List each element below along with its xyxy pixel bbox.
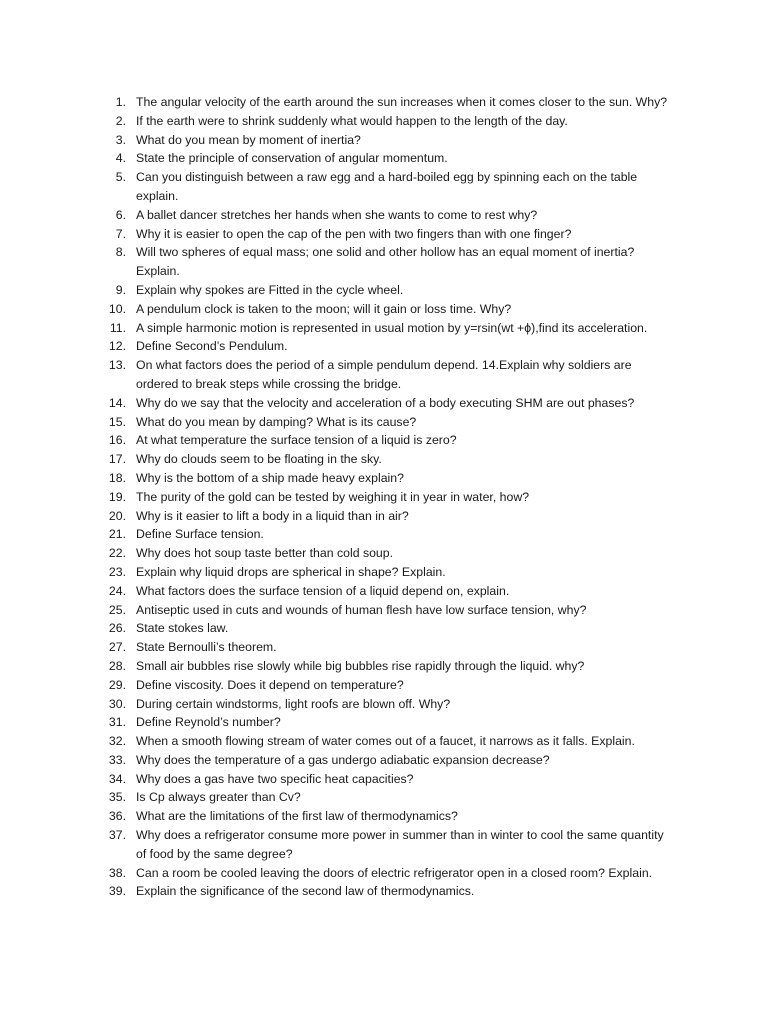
question-text: Define Surface tension. <box>136 527 264 542</box>
question-item <box>0 319 676 338</box>
question-number: 19. <box>108 489 126 504</box>
question-number: 13. <box>108 358 126 373</box>
question-number: 37. <box>108 828 126 843</box>
question-item <box>0 168 676 206</box>
question-item <box>0 469 676 488</box>
question-item <box>0 206 676 225</box>
question-number: 16. <box>108 433 126 448</box>
question-number: 1. <box>115 95 126 109</box>
question-item <box>0 149 676 168</box>
question-text: If the earth were to shrink suddenly what would happen to the length of the day. <box>136 113 568 128</box>
question-text: Define viscosity. Does it depend on temperature? <box>136 677 404 692</box>
question-text: Explain why liquid drops are spherical in shape? Explain. <box>136 564 446 579</box>
question-number: 10. <box>108 301 126 316</box>
question-item <box>0 601 676 620</box>
question-text: Define Reynold’s number? <box>136 715 281 730</box>
question-text: Why does hot soup taste better than cold soup. <box>136 546 394 561</box>
question-number: 17. <box>108 452 126 467</box>
question-text: Explain the significance of the second law of thermodynamics. <box>136 884 475 899</box>
question-text: Antiseptic used in cuts and wounds of human flesh have low surface tension, why? <box>136 602 587 617</box>
question-text: Why does a gas have two specific heat capacities? <box>136 771 414 786</box>
question-item <box>0 488 676 507</box>
question-number: 3. <box>115 132 126 147</box>
question-number: 35. <box>108 790 126 805</box>
question-text: Why is the bottom of a ship made heavy explain? <box>136 470 404 485</box>
question-item <box>0 619 676 638</box>
question-item <box>0 544 676 563</box>
question-item <box>0 676 676 695</box>
question-item <box>0 525 676 544</box>
question-text: Define Second’s Pendulum. <box>136 339 288 354</box>
question-item <box>0 243 676 281</box>
question-number: 38. <box>108 865 126 880</box>
question-number: 25. <box>108 602 126 617</box>
question-number: 5. <box>115 170 126 185</box>
question-text: Small air bubbles rise slowly while big bubbles rise rapidly through the liquid. why? <box>136 658 585 673</box>
question-number: 12. <box>108 339 126 354</box>
question-text: A pendulum clock is taken to the moon; will it gain or loss time. Why? <box>136 301 512 316</box>
question-item <box>0 751 676 770</box>
question-number: 7. <box>115 226 126 241</box>
question-item <box>0 300 676 319</box>
question-item <box>0 337 676 356</box>
question-number: 32. <box>108 734 126 749</box>
question-text: On what factors does the period of a simple pendulum depend. 14.Explain why soldiers are ordered to break steps while crossing the bridge. <box>136 358 632 391</box>
question-text: Will two spheres of equal mass; one solid and other hollow has an equal moment of inertia? Explain. <box>136 245 635 279</box>
question-text: What factors does the surface tension of a liquid depend on, explain. <box>136 583 510 598</box>
question-number: 31. <box>108 715 126 730</box>
question-number: 20. <box>108 508 126 523</box>
question-text: Why do we say that the velocity and acceleration of a body executing SHM are out phases? <box>136 395 635 410</box>
question-text: Can a room be cooled leaving the doors of electric refrigerator open in a closed room? Explain. <box>136 865 653 880</box>
question-list <box>0 93 768 901</box>
question-number: 30. <box>108 696 126 711</box>
question-number: 21. <box>108 527 126 542</box>
question-item <box>0 225 676 244</box>
question-item <box>0 281 676 300</box>
question-number: 8. <box>115 245 126 260</box>
question-item <box>0 864 676 883</box>
question-text: A ballet dancer stretches her hands when she wants to come to rest why? <box>136 207 538 222</box>
question-item <box>0 356 676 394</box>
question-text: Why is it easier to lift a body in a liquid than in air? <box>136 508 409 523</box>
question-number: 9. <box>115 282 126 297</box>
question-item <box>0 112 676 131</box>
question-item <box>0 657 676 676</box>
question-text: Why do clouds seem to be floating in the sky. <box>136 452 382 467</box>
question-item <box>0 431 676 450</box>
question-number: 28. <box>108 658 126 673</box>
question-text: Why does the temperature of a gas undergo adiabatic expansion decrease? <box>136 752 550 767</box>
question-text: At what temperature the surface tension of a liquid is zero? <box>136 433 457 448</box>
question-text: What do you mean by moment of inertia? <box>136 132 361 147</box>
question-text: During certain windstorms, light roofs are blown off. Why? <box>136 696 451 711</box>
question-item <box>0 507 676 526</box>
question-text: Is Cp always greater than Cv? <box>136 790 301 805</box>
question-number: 29. <box>108 677 126 692</box>
question-item <box>0 807 676 826</box>
question-text: The purity of the gold can be tested by weighing it in year in water, how? <box>136 489 530 504</box>
question-text: Explain why spokes are Fitted in the cycle wheel. <box>136 282 404 297</box>
question-number: 26. <box>108 621 126 636</box>
question-number: 22. <box>108 546 126 561</box>
question-item <box>0 882 676 901</box>
question-text: When a smooth flowing stream of water comes out of a faucet, it narrows as it falls. Explain. <box>136 734 635 749</box>
question-text: The angular velocity of the earth around the sun increases when it comes closer to the sun. Why? <box>136 95 668 109</box>
question-number: 39. <box>108 884 126 899</box>
question-number: 33. <box>108 752 126 767</box>
question-item <box>0 582 676 601</box>
question-text: What do you mean by damping? What is its cause? <box>136 414 417 429</box>
question-number: 6. <box>115 207 126 222</box>
question-item <box>0 732 676 751</box>
question-number: 34. <box>108 771 126 786</box>
question-item <box>0 131 676 150</box>
question-number: 2. <box>115 113 126 128</box>
question-item <box>0 450 676 469</box>
question-text: Why does a refrigerator consume more power in summer than in winter to cool the same quantity of food by the same degree? <box>136 828 664 861</box>
question-text: A simple harmonic motion is represented in usual motion by y=rsin(wt +ϕ),find its acceleration. <box>136 320 648 335</box>
question-number: 14. <box>108 395 126 410</box>
question-text: Can you distinguish between a raw egg and a hard-boiled egg by spinning each on the table explain. <box>136 170 638 203</box>
question-item <box>0 563 676 582</box>
question-item <box>0 770 676 789</box>
question-number: 24. <box>108 583 126 598</box>
question-text: State Bernoulli’s theorem. <box>136 640 277 655</box>
question-item <box>0 638 676 657</box>
question-item <box>0 788 676 807</box>
question-text: What are the limitations of the first law of thermodynamics? <box>136 809 458 824</box>
question-text: State stokes law. <box>136 621 229 636</box>
question-number: 27. <box>108 640 126 655</box>
question-item <box>0 713 676 732</box>
question-number: 36. <box>108 809 126 824</box>
question-number: 15. <box>108 414 126 429</box>
question-number: 23. <box>108 564 126 579</box>
question-item <box>0 826 676 864</box>
question-number: 4. <box>115 151 126 166</box>
question-text: Why it is easier to open the cap of the pen with two fingers than with one finger? <box>136 226 572 241</box>
question-item <box>0 394 676 413</box>
question-item <box>0 695 676 714</box>
question-text: State the principle of conservation of angular momentum. <box>136 151 448 166</box>
question-item <box>0 93 676 112</box>
question-number: 11. <box>109 320 126 335</box>
question-item <box>0 413 676 432</box>
question-number: 18. <box>108 470 126 485</box>
